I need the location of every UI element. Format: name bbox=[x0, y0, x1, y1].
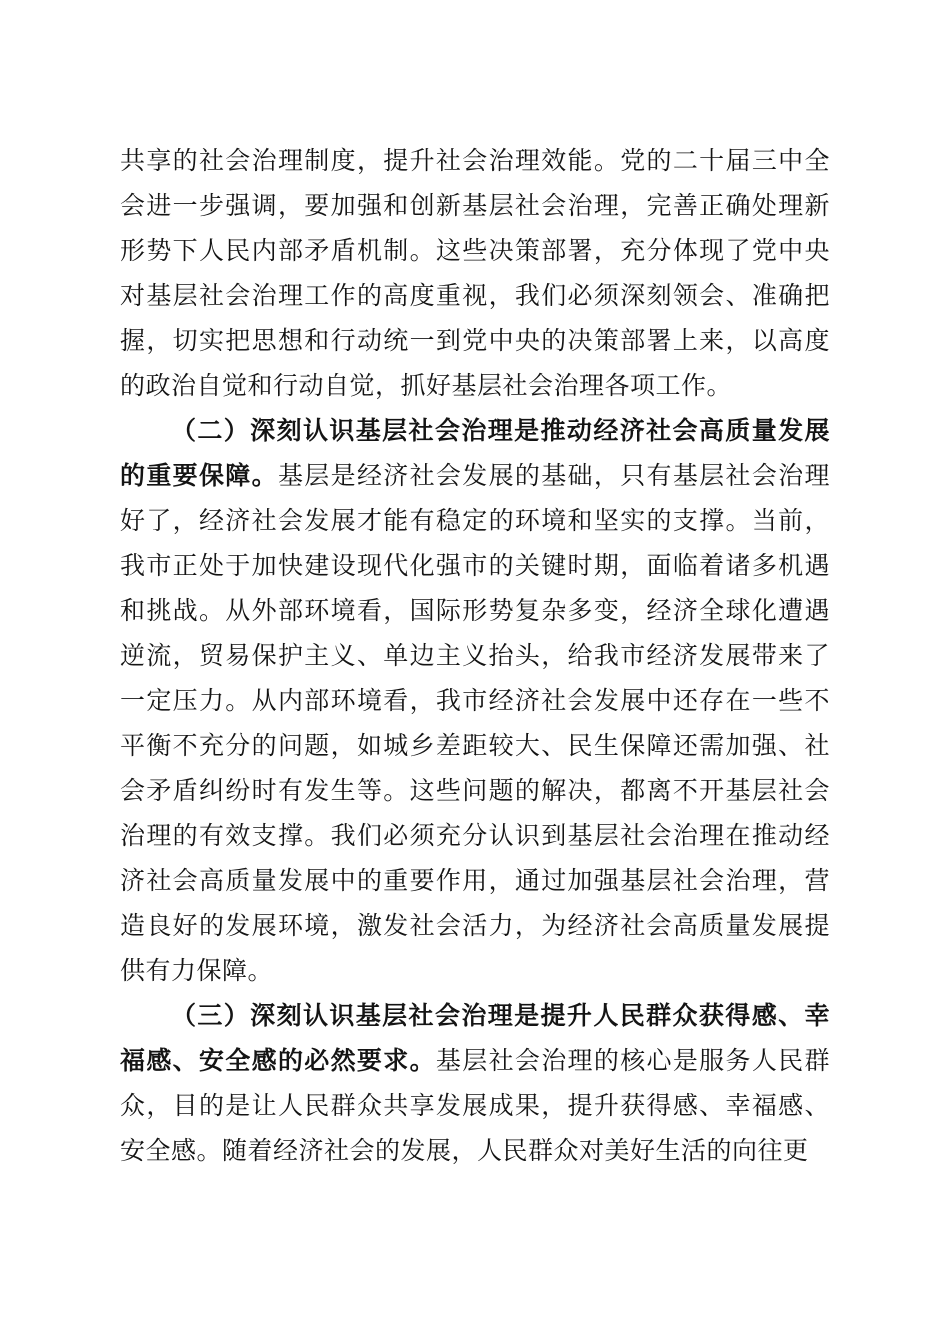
paragraph-2 bbox=[120, 408, 830, 993]
paragraph-2-text: 基层是经济社会发展的基础，只有基层社会治理好了，经济社会发展才能有稳定的环境和坚实的支撑。当前，我市正处于加快建设现代化强市的关键时期，面临着诸多机遇和挑战。从外部环境看，国际形势复杂多变，经济全球化遭遇逆流，贸易保护主义、单边主义抬头，给我市经济发展带来了一定压力。从内部环境看，我市经济社会发展中还存在一些不平衡不充分的问题，如城乡差距较大、民生保障还需加强、社会矛盾纠纷时有发生等。这些问题的解决，都离不开基层社会治理的有效支撑。我们必须充分认识到基层社会治理在推动经济社会高质量发展中的重要作用，通过加强基层社会治理，营造良好的发展环境，激发社会活力，为经济社会高质量发展提供有力保障。 bbox=[120, 461, 830, 985]
section-3-heading: （三）深刻认识基层社会治理是提升人民群众获得感、幸福感、安全感的必然要求。 bbox=[120, 1001, 830, 1075]
document-body bbox=[120, 138, 830, 1173]
paragraph-3-text: 基层社会治理的核心是服务人民群众，目的是让人民群众共享发展成果，提升获得感、幸福感、安全感。随着经济社会的发展，人民群众对美好生活的向往更 bbox=[120, 1046, 830, 1165]
paragraph-3 bbox=[120, 993, 830, 1173]
paragraph-1-text: 共享的社会治理制度，提升社会治理效能。党的二十届三中全会进一步强调，要加强和创新基层社会治理，完善正确处理新形势下人民内部矛盾机制。这些决策部署，充分体现了党中央对基层社会治理工作的高度重视，我们必须深刻领会、准确把握，切实把思想和行动统一到党中央的决策部署上来，以高度的政治自觉和行动自觉，抓好基层社会治理各项工作。 bbox=[120, 146, 830, 400]
paragraph-1 bbox=[120, 138, 830, 408]
section-2-heading: （二）深刻认识基层社会治理是推动经济社会高质量发展的重要保障。 bbox=[120, 416, 830, 490]
